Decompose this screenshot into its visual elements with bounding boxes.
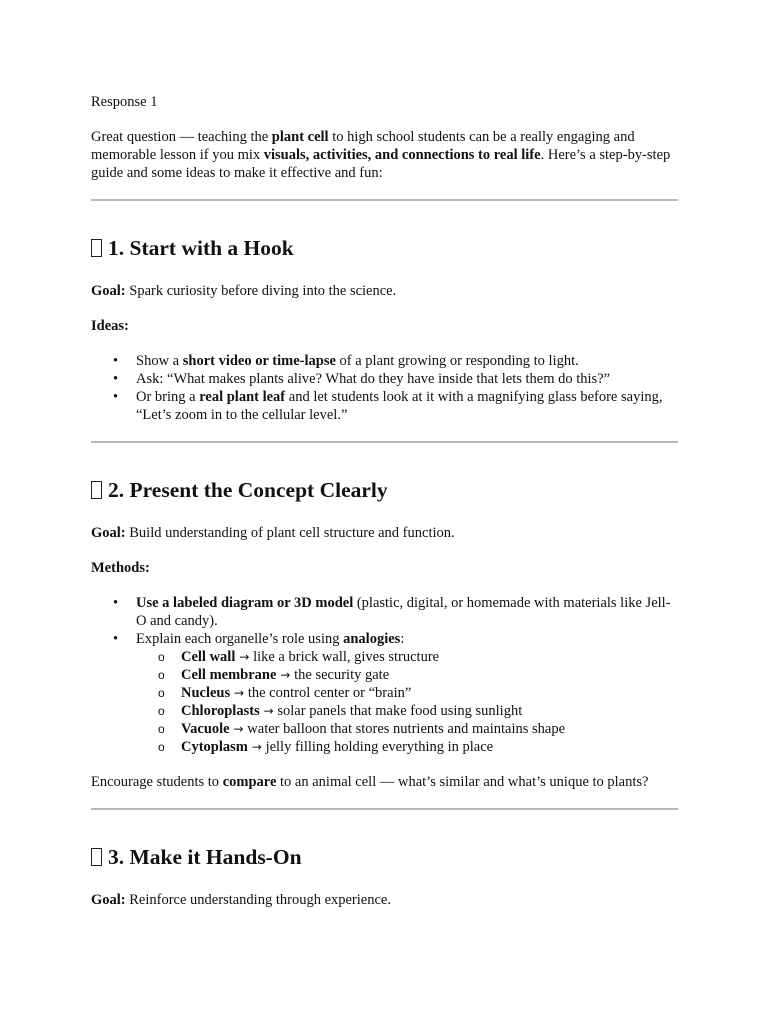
list-item: • Or bring a real plant leaf and let students look at it with a magnifying glass before saying, “Let’s zoom in to the cellular level.” — [113, 389, 663, 423]
analogy-item: o Nucleus → the control center or “brain” — [158, 685, 412, 701]
document-body — [91, 93, 678, 926]
section-heading-concept: 2. Present the Concept Clearly — [91, 477, 678, 503]
list-item: • Ask: “What makes plants alive? What do they have inside that lets them do this?” — [113, 371, 611, 387]
goal-line: Goal: Reinforce understanding through experience. — [91, 892, 391, 908]
analogy-item: o Chloroplasts → solar panels that make food using sunlight — [158, 703, 523, 719]
divider — [91, 808, 678, 810]
missing-glyph-icon — [91, 481, 102, 499]
analogies-list — [136, 648, 678, 756]
ideas-label: Ideas: — [91, 318, 129, 334]
divider — [91, 199, 678, 201]
analogy-item: o Vacuole → water balloon that stores nutrients and maintains shape — [158, 721, 566, 737]
missing-glyph-icon — [91, 239, 102, 257]
methods-list — [91, 594, 678, 756]
response-label: Response 1 — [91, 94, 158, 110]
missing-glyph-icon — [91, 848, 102, 866]
section-heading-hook: 1. Start with a Hook — [91, 235, 678, 261]
section-heading-hands-on: 3. Make it Hands-On — [91, 844, 678, 870]
ideas-list — [91, 352, 678, 424]
list-item: • Use a labeled diagram or 3D model (plastic, digital, or homemade with materials like Jell-O and candy). — [113, 595, 671, 629]
intro-paragraph: Great question — teaching the plant cell to high school students can be a really engaging and memorable lesson if you mix visuals, activities, and connections to real life. Here’s a step-by-step guide and some ideas to make it effective and fun: — [91, 129, 671, 181]
analogy-item: o Cell membrane → the security gate — [158, 667, 390, 683]
methods-label: Methods: — [91, 560, 150, 576]
compare-paragraph: Encourage students to compare to an animal cell — what’s similar and what’s unique to plants? — [91, 774, 649, 790]
list-item: • Show a short video or time-lapse of a plant growing or responding to light. — [113, 353, 579, 369]
goal-line: Goal: Spark curiosity before diving into the science. — [91, 283, 397, 299]
divider — [91, 441, 678, 443]
goal-line: Goal: Build understanding of plant cell structure and function. — [91, 525, 455, 541]
analogy-item: o Cytoplasm → jelly filling holding everything in place — [158, 739, 494, 755]
list-item: • Explain each organelle’s role using analogies: o Cell wall → like a brick wall, gives structure o Cell membrane → the security gate o Nucleus → the control center or “brain” o Chloroplasts → solar panels that make food using sunlight o Vacuole → water balloon that stores nutrients and maintains shape o Cytoplasm → jelly filling holding everything in place — [91, 630, 678, 756]
analogy-item: o Cell wall → like a brick wall, gives structure — [158, 649, 440, 665]
